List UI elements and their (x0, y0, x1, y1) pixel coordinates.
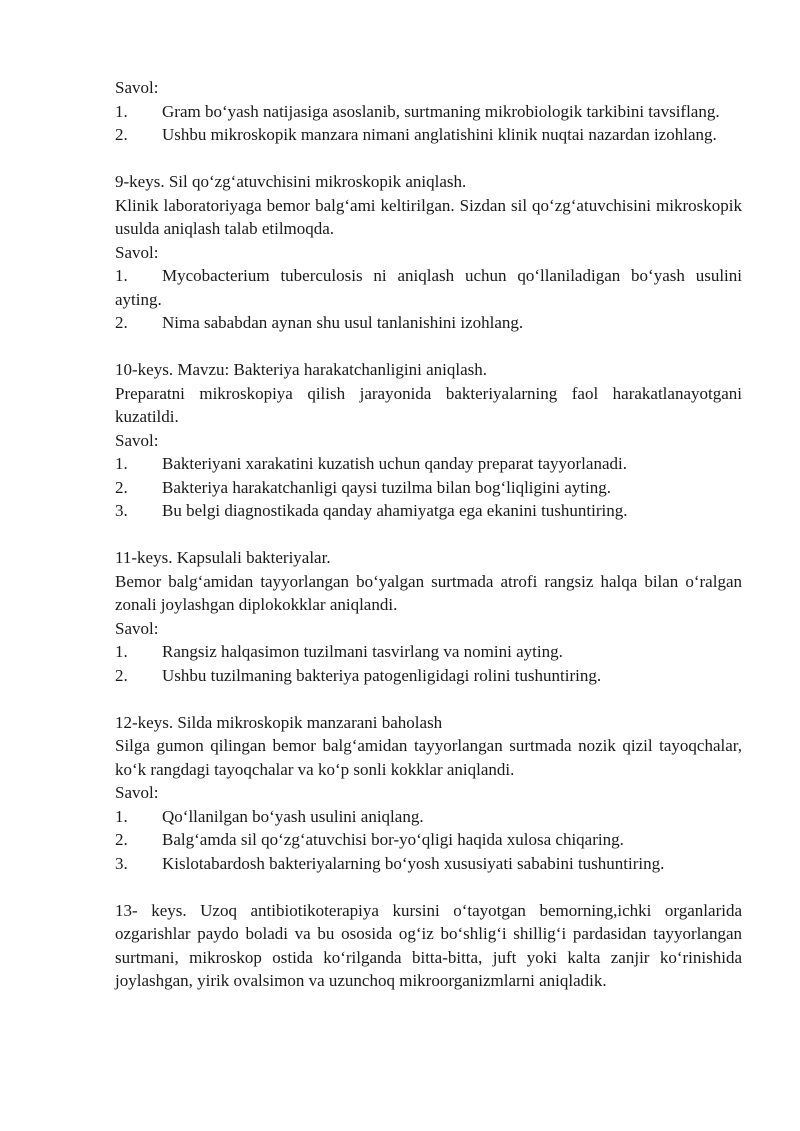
question-number: 1. (115, 642, 128, 661)
question-text: Bakteriya harakatchanligi qaysi tuzilma bilan bog‘liqligini ayting. (162, 477, 611, 497)
document-body (115, 76, 742, 993)
case-body: Silga gumon qilingan bemor balg‘amidan tayyorlangan surtmada nozik qizil tayoqchalar, ko‘k rangdagi tayoqchalar va ko‘p sonli kokklar aniqlandi. (115, 736, 742, 779)
question-item (115, 311, 742, 335)
question-text: Gram bo‘yash natijasiga asoslanib, surtmaning mikrobiologik tarkibini tavsiflang. (162, 101, 720, 121)
question-number: 2. (115, 125, 128, 144)
question-number: 1. (115, 454, 128, 473)
case-body: Preparatni mikroskopiya qilish jarayonida bakteriyalarning faol harakatlanayotgani kuzatildi. (115, 383, 742, 426)
question-text: Bakteriyani xarakatini kuzatish uchun qanday preparat tayyorlanadi. (162, 454, 627, 473)
question-text: Ushbu mikroskopik manzara nimani anglatishini klinik nuqtai nazardan izohlang. (162, 125, 717, 144)
question-number: 1. (115, 806, 128, 826)
question-text: Bu belgi diagnostikada qanday ahamiyatga ega ekanini tushuntiring. (162, 501, 628, 520)
question-item (115, 452, 742, 476)
case-title: 12-keys. Silda mikroskopik manzarani baholash (115, 712, 443, 732)
question-number: 2. (115, 665, 128, 685)
question-item (115, 664, 742, 688)
question-text: Mycobacterium tuberculosis ni aniqlash uchun qo‘llaniladigan bo‘yash usulini ayting. (115, 266, 742, 309)
savol-label: Savol: (115, 430, 159, 450)
savol-label: Savol: (115, 78, 159, 97)
savol-label: Savol: (115, 618, 159, 638)
case-body: Klinik laboratoriyaga bemor balg‘ami keltirilgan. Sizdan sil qo‘zg‘atuvchisini mikroskopik usulda aniqlash talab etilmoqda. (115, 195, 742, 238)
question-item (115, 852, 742, 876)
case-title: 9-keys. Sil qo‘zg‘atuvchisini mikroskopik aniqlash. (115, 172, 467, 191)
question-number: 2. (115, 477, 128, 497)
question-number: 2. (115, 313, 128, 332)
question-number: 1. (115, 101, 128, 121)
question-text: Rangsiz halqasimon tuzilmani tasvirlang va nomini ayting. (162, 642, 563, 661)
question-item (115, 499, 742, 523)
question-item (115, 476, 742, 500)
question-item (115, 828, 742, 852)
question-item (115, 123, 742, 147)
case-body: 13- keys. Uzoq antibiotikoterapiya kursini o‘tayotgan bemorning,ichki organlarida ozgarishlar paydo boladi va bu ososida og‘iz bo‘shlig‘i shillig‘i pardasidan tayyorlangan surtmani, mikroskop ostida ko‘rilganda bitta-bitta, juft yoki kalta zanjir ko‘rinishida joylashgan, yirik ovalsimon va uzunchoq mikroorganizmlarni aniqladik. (115, 900, 742, 990)
question-item (115, 264, 742, 311)
question-text: Balg‘amda sil qo‘zg‘atuvchisi bor-yo‘qligi haqida xulosa chiqaring. (162, 830, 624, 849)
question-number: 3. (115, 501, 128, 520)
question-text: Ushbu tuzilmaning bakteriya patogenligidagi rolini tushuntiring. (162, 665, 602, 685)
question-item (115, 100, 742, 124)
savol-label: Savol: (115, 783, 159, 802)
question-text: Kislotabardosh bakteriyalarning bo‘yosh xususiyati sababini tushuntiring. (162, 853, 665, 873)
case-body: Bemor balg‘amidan tayyorlangan bo‘yalgan surtmada atrofi rangsiz halqa bilan o‘ralgan zonali joylashgan diplokokklar aniqlandi. (115, 571, 742, 614)
case-title: 11-keys. Kapsulali bakteriyalar. (115, 548, 331, 567)
question-number: 2. (115, 830, 128, 849)
question-item (115, 805, 742, 829)
question-item (115, 640, 742, 664)
question-number: 3. (115, 853, 128, 873)
question-text: Qo‘llanilgan bo‘yash usulini aniqlang. (162, 806, 424, 826)
question-text: Nima sababdan aynan shu usul tanlanishini izohlang. (162, 313, 524, 332)
question-number: 1. (115, 266, 128, 285)
savol-label: Savol: (115, 242, 159, 262)
case-title: 10-keys. Mavzu: Bakteriya harakatchanligini aniqlash. (115, 360, 487, 379)
